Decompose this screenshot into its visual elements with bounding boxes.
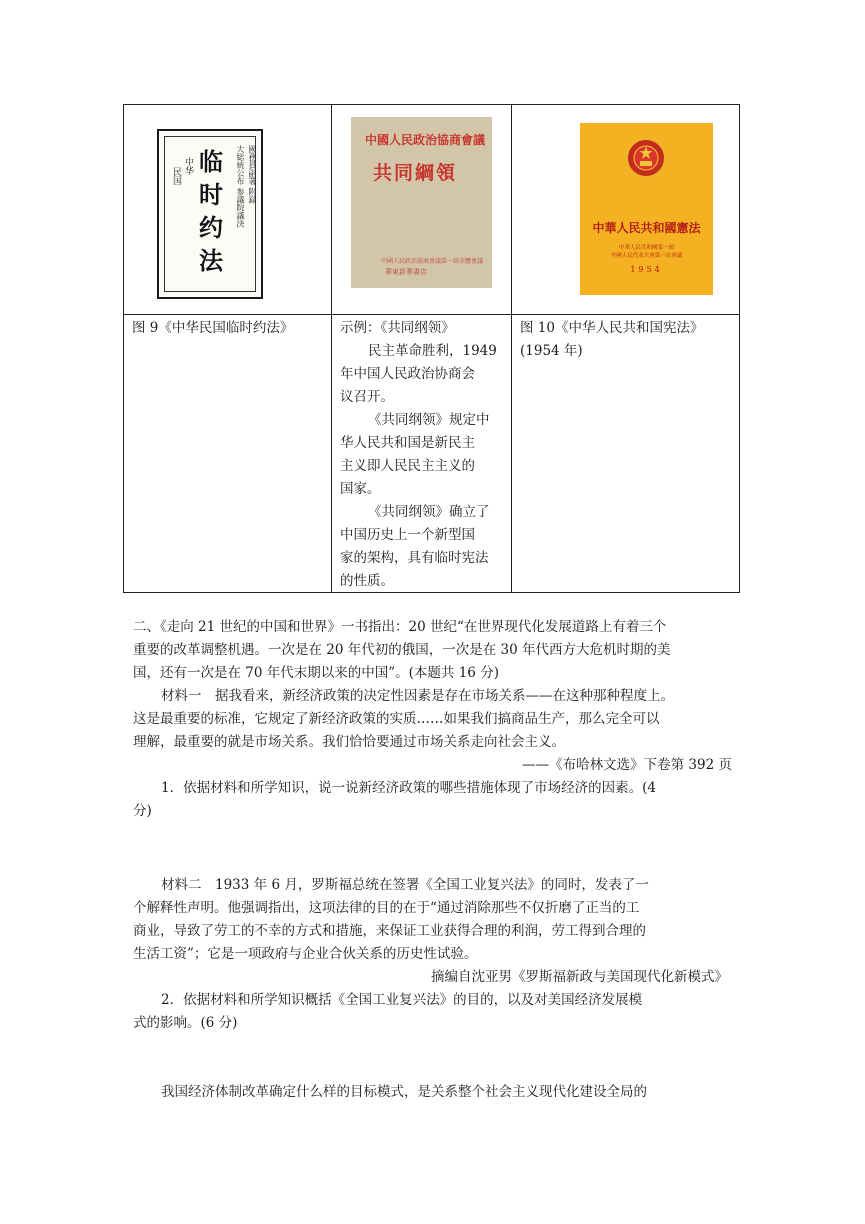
text-line: 生活工资”；它是一项政府与企业合伙关系的历史性试验。	[133, 946, 478, 962]
cover-title: 共同綱領	[373, 162, 458, 184]
provisional-constitution-cover-image	[157, 129, 263, 299]
cell-line: 国家。	[340, 481, 381, 497]
material-two	[133, 874, 649, 966]
cover-title: 中華人民共和國憲法	[592, 221, 701, 235]
cover-small-text: 中华	[183, 157, 193, 175]
source-two: 摘编自沈亚男《罗斯福新政与美国现代化新模式》	[431, 969, 728, 985]
question-intro	[133, 616, 671, 685]
text-line: 式的影响。(6 分)	[133, 1015, 238, 1031]
cell-line: 主义即人民民主主义的	[340, 458, 475, 474]
constitution-1954-cover-image	[580, 123, 713, 295]
caption-line: (1954 年)	[520, 343, 583, 359]
caption-fig10	[520, 317, 703, 363]
cell-line: 《共同纲领》规定中	[368, 412, 490, 428]
text-line: 2．依据材料和所学知识概括《全国工业复兴法》的目的，以及对美国经济发展模	[161, 992, 643, 1008]
cover-subtitle: 全國人民代表大會第一次會議	[610, 253, 683, 259]
text-line: 理解，最重要的就是市场关系。我们恰恰要通过市场关系走向社会主义。	[133, 734, 565, 750]
material-three-start: 我国经济体制改革确定什么样的目标模式，是关系整个社会主义现代化建设全局的	[161, 1084, 647, 1100]
text-line: 这是最重要的标准，它规定了新经济政策的实质……如果我们搞商品生产，那么完全可以	[133, 711, 660, 727]
cover-header: 中國人民政治協商會議	[365, 133, 486, 147]
source-one: ——《布哈林文选》下卷第 392 页	[522, 757, 732, 773]
cover-title: 临时约法	[199, 147, 223, 275]
cell-line: 《共同纲领》确立了	[368, 504, 490, 520]
text-line: 二、《走向 21 世纪的中国和世界》一书指出：20 世纪“在世界现代化发展道路上有着三个	[133, 619, 667, 635]
text-line: 国，还有一次是在 70 年代末期以来的中国”。(本题共 16 分)	[133, 665, 499, 681]
material-one	[133, 685, 674, 754]
text-line: 重要的改革调整机遇。一次是在 20 年代初的俄国，一次是在 30 年代西方大危机时期的美	[133, 642, 671, 658]
text-line: 分)	[133, 803, 152, 819]
cover-footer: 中國人民政治協商會議第一屆全體會議	[381, 258, 484, 265]
text-line: 材料二 1933 年 6 月，罗斯福总统在签署《全国工业复兴法》的同时，发表了一	[161, 877, 649, 893]
cell-line: 家的架构，具有临时宪法	[340, 550, 489, 566]
cell-line: 的性质。	[340, 573, 394, 589]
cover-subtitle: 中華人民共和國第一屆	[618, 245, 674, 251]
cover-year: 1954	[630, 265, 663, 274]
cover-small-text: 民国	[171, 167, 181, 185]
text-line: 1．依据材料和所学知识，说一说新经济政策的哪些措施体现了市场经济的因素。(4	[161, 780, 656, 796]
caption-example: 示例：《共同纲领》	[340, 320, 455, 336]
row-divider	[124, 314, 739, 315]
cover-side-text: 大総統公布 参議院議決	[236, 145, 245, 228]
caption-line: 图 10《中华人民共和国宪法》	[520, 320, 704, 336]
question-two	[133, 989, 642, 1035]
question-one	[133, 777, 656, 823]
common-program-cover-image	[351, 117, 492, 288]
text-line: 材料一 据我看来，新经济政策的决定性因素是存在市场关系——在这种那种程度上。	[161, 688, 674, 704]
text-line: 商业，导致了劳工的不幸的方式和措施，来保证工业获得合理的利润，劳工得到合理的	[133, 923, 646, 939]
caption-fig9: 图 9《中华民国临时约法》	[132, 320, 294, 336]
history-table	[123, 104, 740, 593]
cell-line: 年中国人民政治协商会	[340, 366, 475, 382]
cover-side-text: 國務員副署 附録	[248, 145, 257, 204]
cell-line: 华人民共和国是新民主	[340, 435, 475, 451]
text-line: 个解释性声明。他强调指出，这项法律的目的在于“通过消除那些不仅折磨了正当的工	[133, 900, 640, 916]
cover-footer: 華東新華書店	[385, 268, 427, 276]
cell-line: 民主革命胜利，1949	[368, 343, 497, 359]
common-program-cell	[340, 317, 508, 593]
cell-line: 议召开。	[340, 389, 394, 405]
national-emblem-icon	[625, 137, 667, 179]
cell-line: 中国历史上一个新型国	[340, 527, 475, 543]
